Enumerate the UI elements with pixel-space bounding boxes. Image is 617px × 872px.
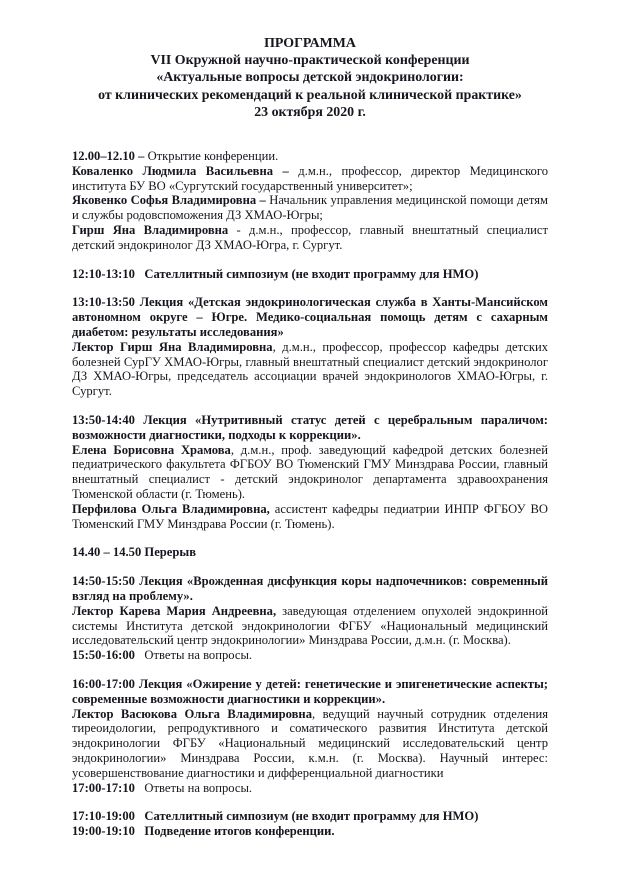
section-lecture-4: [72, 677, 548, 795]
bold-text-run: Гирш Яна Владимировна: [72, 223, 237, 237]
bold-text-run: Перфилова Ольга Владимировна,: [72, 501, 270, 516]
paragraph: [72, 809, 548, 824]
paragraph: [72, 193, 548, 223]
section-closing: [72, 809, 548, 839]
paragraph: [72, 707, 548, 781]
bold-text-run: Лектор Карева Мария Андреевна,: [72, 603, 277, 618]
text-run: , д.м.н., проф. заведующий кафедрой детских болезней педиатрического факультета ФГБОУ ВО Тюменский ГМУ Минздрава России, главный внештатный специалист - детский эндокринолог департамента здравоохранения Тюменской области (г. Тюмень).: [72, 442, 548, 501]
text-run: - д.м.н., профессор, главный внештатный специалист детский эндокринолог ДЗ ХМАО-Югра, г. Сургут.: [72, 223, 548, 252]
bold-text-run: 13:50-14:40 Лекция «Нутритивный статус детей с церебральным параличом: возможности диагностики, подходы к коррекции».: [72, 412, 548, 442]
bold-text-run: 12.00–12.10 –: [72, 149, 148, 164]
paragraph: [72, 340, 548, 399]
text-run: , ведущий научный сотрудник отделения тиреоидологии, репродуктивного и соматического развития Института детской эндокринологии ФГБУ «Национальный медицинский исследовательский центр эндокринологии» Минздрава России, к.м.н. (г. Москва). Научный интерес: усовершенствование диагностики и дифференциальной диагностики: [72, 706, 549, 780]
text-run: ассистент кафедры педиатрии ИНПР ФГБОУ ВО Тюменский ГМУ Минздрава России (г. Тюмень).: [72, 501, 548, 531]
bold-text-run: Елена Борисовна Храмова: [72, 442, 231, 457]
bold-text-run: 15:50-16:00: [72, 648, 135, 663]
bold-text-run: 19:00-19:10 Подведение итогов конференции.: [72, 824, 335, 839]
paragraph: [72, 781, 548, 796]
title-line: VII Окружной научно-практической конференции: [150, 53, 470, 69]
section-lecture-1: [72, 295, 548, 399]
text-run: д.м.н., профессор, директор Медицинского института БУ ВО «Сургутский государственный университет»;: [72, 163, 548, 193]
text-run: Ответы на вопросы.: [134, 780, 253, 795]
paragraph: [72, 648, 548, 663]
bold-text-run: Яковенко Софья Владимировна –: [72, 193, 270, 208]
paragraph: [72, 574, 548, 604]
paragraph: [72, 677, 548, 707]
section-break: [72, 545, 548, 560]
bold-text-run: 14:50-15:50 Лекция «Врожденная дисфункция коры надпочечников: современный взгляд на проблему».: [72, 574, 548, 603]
bold-text-run: Лектор Гирш Яна Владимировна: [72, 339, 273, 354]
bold-text-run: 16:00-17:00 Лекция «Ожирение у детей: генетические и эпигенетические аспекты; современные возможности диагностики и коррекции».: [72, 676, 548, 706]
bold-text-run: 17:00-17:10: [72, 780, 135, 795]
bold-text-run: Коваленко Людмила Васильевна –: [72, 163, 299, 178]
title-line: ПРОГРАММА: [264, 36, 356, 51]
paragraph: [72, 149, 548, 164]
paragraph: [72, 413, 548, 443]
text-run: Открытие конференции.: [147, 149, 279, 164]
bold-text-run: 13:10-13:50 Лекция «Детская эндокринологическая служба в Ханты-Мансийском автономном округе – Югре. Медико-социальная помощь детям с сахарным диабетом: результаты исследования»: [72, 295, 548, 339]
title-line: от клинических рекомендаций к реальной клинической практике»: [98, 87, 522, 103]
section-opening: [72, 149, 548, 253]
section-lecture-2: [72, 413, 548, 531]
section-satellite-1: [72, 267, 548, 282]
title-line: «Актуальные вопросы детской эндокринологии:: [156, 70, 464, 86]
paragraph: [72, 502, 548, 532]
paragraph: [72, 443, 548, 502]
title-line: 23 октября 2020 г.: [254, 104, 366, 120]
paragraph: [72, 267, 548, 282]
bold-text-run: Лектор Васюкова Ольга Владимировна: [72, 706, 312, 721]
bold-text-run: 14.40 – 14.50 Перерыв: [72, 545, 197, 560]
paragraph: [72, 223, 548, 253]
paragraph: [72, 604, 548, 648]
program-content: [72, 149, 548, 839]
document-title: [72, 35, 548, 121]
text-run: , д.м.н., профессор, профессор кафедры детских болезней СурГУ ХМАО-Югры, главный внештатный специалист детский эндокринолог ДЗ ХМАО-Югры, председатель ассоциации врачей эндокринологов ХМАО-Югры, г. Сургут.: [72, 339, 548, 399]
paragraph: [72, 545, 548, 560]
text-run: Начальник управления медицинской помощи детям и службы родовспоможения ДЗ ХМАО-Югры;: [72, 193, 548, 223]
paragraph: [72, 824, 548, 839]
text-run: Ответы на вопросы.: [134, 648, 253, 663]
section-lecture-3: [72, 574, 548, 663]
paragraph: [72, 295, 548, 339]
bold-text-run: 17:10-19:00 Сателлитный симпозиум (не входит программу для НМО): [72, 809, 479, 824]
text-run: заведующая отделением опухолей эндокринной системы Института детской эндокринологии ФГБУ «Национальный медицинский исследовательский центр эндокринологии» Минздрава России, д.м.н. (г. Москва).: [72, 603, 548, 648]
bold-text-run: 12:10-13:10 Сателлитный симпозиум (не входит программу для НМО): [72, 266, 479, 281]
paragraph: [72, 164, 548, 194]
